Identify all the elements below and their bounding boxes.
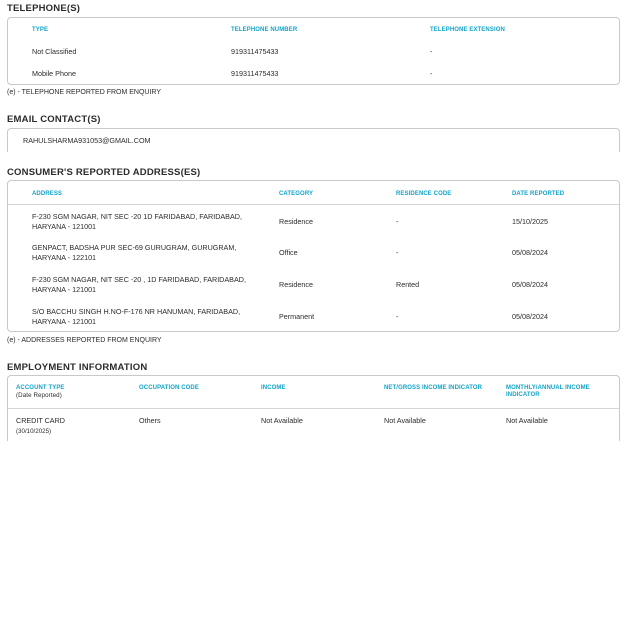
address-row-4-category: Permanent [279,312,315,321]
telephone-row-1-type: Not Classified [32,47,77,56]
telephone-header-type: TYPE [32,27,49,33]
address-row-4-residence-code: - [396,312,399,321]
employment-row-monthly-annual: Not Available [506,416,548,425]
employment-date-reported-value: (30/10/2025) [16,427,52,435]
employment-section-title: EMPLOYMENT INFORMATION [7,362,148,373]
telephone-row-1-number: 919311475433 [231,47,279,56]
telephone-header-number: TELEPHONE NUMBER [231,27,298,33]
address-row-4-address: S/O BACCHU SINGH H.NO-F-176 NR HANUMAN, FARIDABAD, HARYANA - 121001 [32,307,241,326]
email-box [7,128,620,152]
address-note: (e) - ADDRESSES REPORTED FROM ENQUIRY [7,337,162,344]
telephone-table [7,17,620,85]
employment-header-account-type-label: ACCOUNT TYPE [16,385,65,391]
telephone-row-1-extension: - [430,47,433,56]
telephone-row-2-extension: - [430,69,433,78]
employment-header-occupation: OCCUPATION CODE [139,385,199,391]
address-row-3-address: F-230 SGM NAGAR, NIT SEC -20 , 1D FARIDABAD, FARIDABAD, HARYANA - 121001 [32,275,246,294]
employment-table [7,375,620,441]
address-row-2-date: 05/08/2024 [512,248,548,257]
employment-row-account-type [16,416,65,435]
address-header-date: DATE REPORTED [512,191,565,197]
address-row-4-date: 05/08/2024 [512,312,548,321]
telephone-row-2-number: 919311475433 [231,69,279,78]
telephone-section-title: TELEPHONE(S) [7,3,81,14]
email-value: RAHULSHARMA931053@GMAIL.COM [23,136,151,145]
employment-header-net-gross: NET/GROSS INCOME INDICATOR [384,385,483,391]
employment-header-account-type [16,385,65,400]
telephone-row-2-type: Mobile Phone [32,69,76,78]
address-row-1-date: 15/10/2025 [512,217,548,226]
address-row-1-category: Residence [279,217,313,226]
address-section-title: CONSUMER'S REPORTED ADDRESS(ES) [7,167,201,178]
telephone-header-extension: TELEPHONE EXTENSION [430,27,505,33]
address-row-1-address: F-230 SGM NAGAR, NIT SEC -20 1D FARIDABAD, FARIDABAD, HARYANA - 121001 [32,212,242,231]
employment-row-income: Not Available [261,416,303,425]
address-table [7,180,620,332]
employment-row-occupation: Others [139,416,161,425]
address-row-3-category: Residence [279,280,313,289]
employment-header-divider [8,408,619,409]
employment-header-date-reported: (Date Reported) [16,392,62,399]
employment-header-income: INCOME [261,385,286,391]
employment-row-net-gross: Not Available [384,416,426,425]
email-section-title: EMAIL CONTACT(S) [7,114,101,125]
address-row-2-category: Office [279,248,298,257]
address-row-3-residence-code: Rented [396,280,420,289]
address-header-address: ADDRESS [32,191,63,197]
address-header-residence-code: RESIDENCE CODE [396,191,452,197]
address-row-1-residence-code: - [396,217,399,226]
employment-header-monthly-annual: MONTHLY/ANNUAL INCOME INDICATOR [506,385,590,398]
address-row-3-date: 05/08/2024 [512,280,548,289]
address-row-2-residence-code: - [396,248,399,257]
address-header-divider [8,204,619,205]
address-row-2-address: GENPACT, BADSHA PUR SEC-69 GURUGRAM, GURUGRAM, HARYANA - 122101 [32,243,237,262]
employment-account-type-value: CREDIT CARD [16,416,65,425]
address-header-category: CATEGORY [279,191,314,197]
telephone-note: (e) - TELEPHONE REPORTED FROM ENQUIRY [7,89,162,96]
